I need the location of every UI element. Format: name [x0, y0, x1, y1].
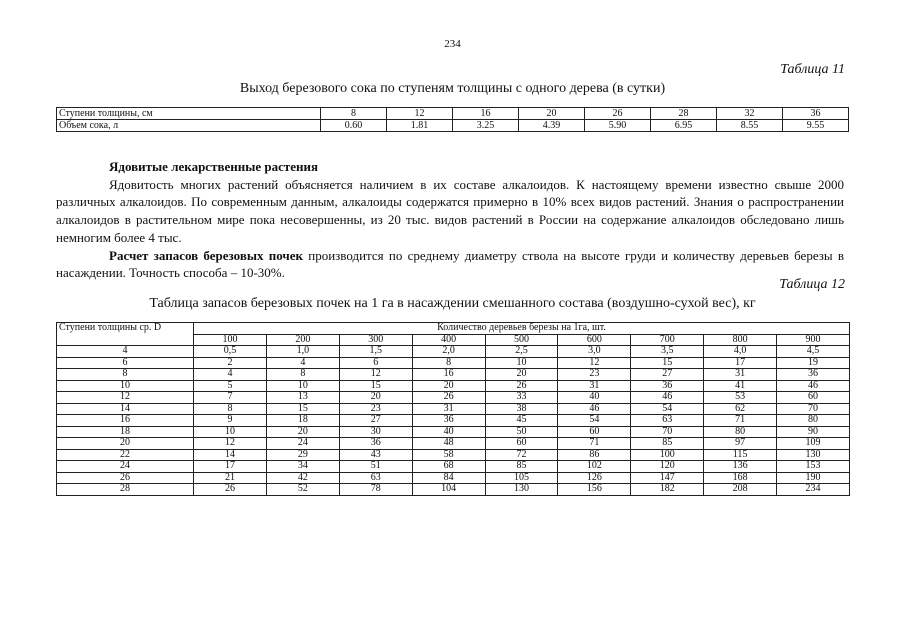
table-12-row — [57, 369, 850, 381]
table-12-cell: 36 — [412, 415, 485, 427]
table-12-title: Таблица запасов березовых почек на 1 га в насаждении смешанного состава (воздушно-сухой вес), кг — [149, 296, 756, 311]
table-12-cell: 102 — [558, 461, 631, 473]
table-12-cell: 12 — [194, 438, 267, 450]
table-12-cell: 53 — [704, 392, 777, 404]
table-12-cell: 52 — [266, 484, 339, 496]
table-11-title: Выход березового сока по ступеням толщины с одного дерева (в сутки) — [239, 81, 666, 96]
table-12-cell: 6 — [339, 357, 412, 369]
table-12-cell: 4,0 — [704, 346, 777, 358]
table-12-cell: 80 — [777, 415, 850, 427]
table-11-cell: 1.81 — [387, 120, 453, 132]
table-12-cell: 182 — [631, 484, 704, 496]
table-12-cell: 2,0 — [412, 346, 485, 358]
table-12-cell: 20 — [266, 426, 339, 438]
table-12-cell: 1,5 — [339, 346, 412, 358]
table-12-cell: 54 — [631, 403, 704, 415]
table-12-cell: 40 — [412, 426, 485, 438]
table-12-cell: 105 — [485, 472, 558, 484]
table-12-cell: 10 — [485, 357, 558, 369]
table-11-cell: 20 — [519, 108, 585, 120]
table-12-cell: 46 — [631, 392, 704, 404]
table-12-cell: 41 — [704, 380, 777, 392]
table-12-cell: 86 — [558, 449, 631, 461]
table-12-cell: 78 — [339, 484, 412, 496]
table-12-cell: 12 — [339, 369, 412, 381]
table-12-cell: 90 — [777, 426, 850, 438]
section-heading: Ядовитые лекарственные растения — [109, 159, 319, 174]
table-12-column-header: 700 — [631, 334, 704, 346]
table-12-cell: 15 — [266, 403, 339, 415]
table-12-cell: 16 — [412, 369, 485, 381]
table-11-cell: 8 — [321, 108, 387, 120]
table-11-row — [57, 108, 849, 120]
table-12-stub-header: Ступени толщины ср. D — [57, 323, 194, 346]
table-12-cell: 50 — [485, 426, 558, 438]
table-12-cell: 4 — [194, 369, 267, 381]
table-12-row-header: 18 — [57, 426, 194, 438]
table-12-cell: 168 — [704, 472, 777, 484]
table-12-row — [57, 484, 850, 496]
table-12-row-header: 4 — [57, 346, 194, 358]
table-12-cell: 20 — [339, 392, 412, 404]
table-12-row-header: 28 — [57, 484, 194, 496]
table-12-cell: 153 — [777, 461, 850, 473]
table-12-cell: 71 — [704, 415, 777, 427]
table-12-cell: 104 — [412, 484, 485, 496]
table-12-row-header: 12 — [57, 392, 194, 404]
table-12 — [56, 322, 850, 496]
table-12-cell: 14 — [194, 449, 267, 461]
table-12-row-header: 22 — [57, 449, 194, 461]
table-12-column-header: 400 — [412, 334, 485, 346]
table-12-row — [57, 438, 850, 450]
table-12-cell: 54 — [558, 415, 631, 427]
table-11-cell: 26 — [585, 108, 651, 120]
table-12-cell: 68 — [412, 461, 485, 473]
table-12-cell: 48 — [412, 438, 485, 450]
table-12-cell: 40 — [558, 392, 631, 404]
table-12-cell: 46 — [558, 403, 631, 415]
table-12-row-header: 26 — [57, 472, 194, 484]
table-12-cell: 80 — [704, 426, 777, 438]
table-12-cell: 20 — [485, 369, 558, 381]
table-12-row — [57, 346, 850, 358]
paragraph-birch-buds — [56, 247, 844, 282]
table-12-row — [57, 392, 850, 404]
table-11-cell: 0.60 — [321, 120, 387, 132]
table-12-cell: 17 — [704, 357, 777, 369]
table-11-cell: 12 — [387, 108, 453, 120]
table-12-cell: 15 — [631, 357, 704, 369]
table-12-cell: 10 — [194, 426, 267, 438]
table-12-cell: 23 — [339, 403, 412, 415]
table-12-cell: 9 — [194, 415, 267, 427]
table-12-cell: 38 — [485, 403, 558, 415]
table-12-cell: 115 — [704, 449, 777, 461]
table-12-row — [57, 403, 850, 415]
table-12-cell: 8 — [194, 403, 267, 415]
table-12-cell: 8 — [412, 357, 485, 369]
table-12-cell: 130 — [777, 449, 850, 461]
table-12-cell: 26 — [485, 380, 558, 392]
table-12-column-header: 100 — [194, 334, 267, 346]
table-12-cell: 130 — [485, 484, 558, 496]
table-12-cell: 5 — [194, 380, 267, 392]
table-12-cell: 7 — [194, 392, 267, 404]
table-12-group-header: Количество деревьев березы на 1га, шт. — [194, 323, 850, 335]
table-12-cell: 84 — [412, 472, 485, 484]
table-12-row — [57, 426, 850, 438]
table-12-cell: 120 — [631, 461, 704, 473]
table-12-cell: 4,5 — [777, 346, 850, 358]
table-12-cell: 85 — [485, 461, 558, 473]
table-12-cell: 23 — [558, 369, 631, 381]
table-12-row — [57, 380, 850, 392]
table-12-cell: 70 — [777, 403, 850, 415]
table-11-cell: 4.39 — [519, 120, 585, 132]
table-12-row-header: 20 — [57, 438, 194, 450]
table-12-cell: 27 — [631, 369, 704, 381]
table-12-cell: 13 — [266, 392, 339, 404]
table-12-cell: 2,5 — [485, 346, 558, 358]
table-12-row-header: 10 — [57, 380, 194, 392]
table-12-cell: 34 — [266, 461, 339, 473]
table-12-row-header: 24 — [57, 461, 194, 473]
table-12-cell: 63 — [631, 415, 704, 427]
table-12-cell: 147 — [631, 472, 704, 484]
table-12-column-header: 900 — [777, 334, 850, 346]
table-11-row — [57, 120, 849, 132]
table-12-cell: 60 — [558, 426, 631, 438]
table-12-cell: 51 — [339, 461, 412, 473]
table-12-column-header: 300 — [339, 334, 412, 346]
table-12-cell: 136 — [704, 461, 777, 473]
table-12-cell: 156 — [558, 484, 631, 496]
table-12-cell: 27 — [339, 415, 412, 427]
table-11-cell: 8.55 — [717, 120, 783, 132]
table-12-column-header: 600 — [558, 334, 631, 346]
table-11-cell: 32 — [717, 108, 783, 120]
table-11-cell: 3.25 — [453, 120, 519, 132]
table-12-cell: 60 — [485, 438, 558, 450]
table-12-cell: 31 — [558, 380, 631, 392]
table-12-cell: 21 — [194, 472, 267, 484]
table-11-cell: 28 — [651, 108, 717, 120]
paragraph-alkaloids: Ядовитость многих растений объясняется наличием в их составе алкалоидов. К настоящему времени известно свыше 2000 различных алкалоидов. По современным данным, алкалоиды содержатся примерно в 10% всех видов растений. Знания о распространении алкалоидов в растительном мире пока несовершенны, из 20 тыс. видов растений в России на содержание алкалоидов обследовано лишь немногим более 4 тыс. — [56, 176, 844, 245]
table-12-cell: 0,5 — [194, 346, 267, 358]
table-11 — [56, 107, 849, 132]
table-12-cell: 36 — [339, 438, 412, 450]
table-12-cell: 100 — [631, 449, 704, 461]
table-12-row — [57, 357, 850, 369]
section-text — [56, 158, 844, 282]
table-12-cell: 109 — [777, 438, 850, 450]
table-12-cell: 4 — [266, 357, 339, 369]
table-12-cell: 26 — [194, 484, 267, 496]
table-12-cell: 36 — [631, 380, 704, 392]
table-12-row-header: 8 — [57, 369, 194, 381]
table-12-cell: 12 — [558, 357, 631, 369]
table-12-cell: 45 — [485, 415, 558, 427]
table-12-cell: 36 — [777, 369, 850, 381]
table-12-cell: 24 — [266, 438, 339, 450]
table-12-cell: 31 — [412, 403, 485, 415]
table-12-row — [57, 415, 850, 427]
table-12-cell: 58 — [412, 449, 485, 461]
table-11-cell: 5.90 — [585, 120, 651, 132]
table-12-column-header: 500 — [485, 334, 558, 346]
table-12-cell: 3,0 — [558, 346, 631, 358]
table-11-cell: 16 — [453, 108, 519, 120]
table-12-cell: 63 — [339, 472, 412, 484]
table-12-cell: 17 — [194, 461, 267, 473]
table-12-cell: 18 — [266, 415, 339, 427]
table-12-row — [57, 449, 850, 461]
table-12-header-row — [57, 323, 850, 335]
paragraph-birch-buds-lead: Расчет запасов березовых почек — [109, 247, 304, 263]
table-12-cell: 126 — [558, 472, 631, 484]
table-12-cell: 19 — [777, 357, 850, 369]
table-12-cell: 85 — [631, 438, 704, 450]
table-12-column-header: 800 — [704, 334, 777, 346]
table-12-cell: 43 — [339, 449, 412, 461]
paragraph-birch-buds-rest: производится по среднему диаметру ствола на высоте груди и количеству деревьев березы в насаждении. Точность способа – 10-30%. — [56, 247, 845, 281]
table-12-cell: 29 — [266, 449, 339, 461]
table-12-row — [57, 472, 850, 484]
table-11-label: Таблица 11 — [780, 62, 845, 77]
table-12-cell: 8 — [266, 369, 339, 381]
table-12-cell: 31 — [704, 369, 777, 381]
table-12-cell: 46 — [777, 380, 850, 392]
table-12-cell: 1,0 — [266, 346, 339, 358]
table-12-cell: 62 — [704, 403, 777, 415]
table-12-column-header: 200 — [266, 334, 339, 346]
table-12-cell: 26 — [412, 392, 485, 404]
table-12-cell: 72 — [485, 449, 558, 461]
table-12-cell: 97 — [704, 438, 777, 450]
table-12-cell: 2 — [194, 357, 267, 369]
table-12-row-header: 14 — [57, 403, 194, 415]
table-11-row-header: Объем сока, л — [57, 120, 321, 132]
table-12-cell: 70 — [631, 426, 704, 438]
table-12-cell: 10 — [266, 380, 339, 392]
table-12-cell: 71 — [558, 438, 631, 450]
table-12-cell: 15 — [339, 380, 412, 392]
table-12-label: Таблица 12 — [779, 277, 845, 292]
table-12-cell: 20 — [412, 380, 485, 392]
table-12-cell: 42 — [266, 472, 339, 484]
table-12-cell: 3,5 — [631, 346, 704, 358]
table-12-cell: 190 — [777, 472, 850, 484]
table-12-cell: 30 — [339, 426, 412, 438]
page-number: 234 — [444, 38, 461, 50]
table-11-cell: 36 — [783, 108, 849, 120]
table-11-cell: 9.55 — [783, 120, 849, 132]
table-12-row — [57, 461, 850, 473]
table-11-cell: 6.95 — [651, 120, 717, 132]
table-12-cell: 33 — [485, 392, 558, 404]
table-12-cell: 60 — [777, 392, 850, 404]
table-12-cell: 208 — [704, 484, 777, 496]
table-12-cell: 234 — [777, 484, 850, 496]
table-12-row-header: 16 — [57, 415, 194, 427]
table-11-row-header: Ступени толщины, см — [57, 108, 321, 120]
table-12-row-header: 6 — [57, 357, 194, 369]
